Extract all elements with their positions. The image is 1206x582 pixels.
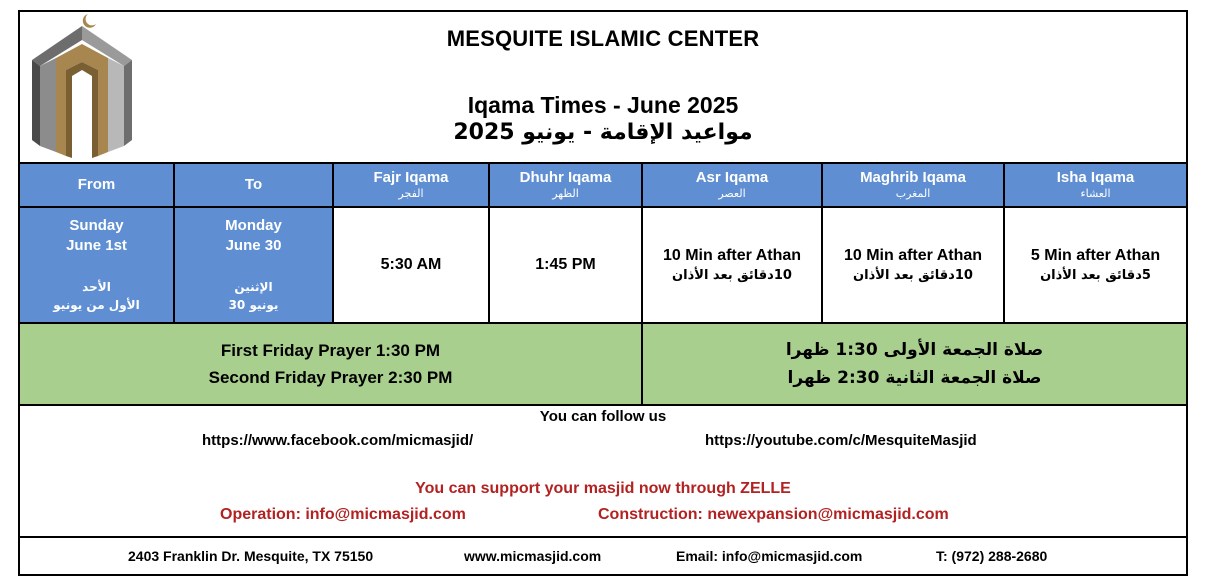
zelle-support-text: You can support your masjid now through ZELLE [415,480,791,497]
fajr-time: 5:30 AM [380,256,442,273]
column-header-dhuhr [490,164,643,206]
footer-email[interactable]: Email: info@micmasjid.com [676,548,863,564]
asr-cell [643,208,823,322]
to-day: Monday [225,217,282,234]
table-header-row [20,164,1186,208]
maghrib-time-arabic: 10دقائق بعد الأذان [853,268,973,283]
friday-prayer-row [20,324,1186,406]
column-header-label: Asr Iqama [695,169,769,186]
fajr-cell [334,208,490,322]
column-header-fajr [334,164,490,206]
column-header-arabic: الفجر [398,187,424,200]
column-header-asr [643,164,823,206]
table-row [20,208,1186,324]
address: 2403 Franklin Dr. Mesquite, TX 75150 [128,548,374,564]
maghrib-cell [823,208,1005,322]
to-day-arabic: الإثنين [234,280,273,294]
column-header-to [175,164,334,206]
to-date-arabic: يونيو 30 [228,298,279,312]
column-header-label: From [77,176,116,193]
second-friday-prayer-arabic: صلاة الجمعة الثانية 2:30 ظهرا [787,368,1042,388]
friday-prayer-english [20,324,643,404]
from-day: Sunday [69,217,124,234]
column-header-arabic: العشاء [1080,187,1111,200]
column-header-arabic: العصر [718,187,746,200]
first-friday-prayer-arabic: صلاة الجمعة الأولى 1:30 ظهرا [785,340,1044,360]
column-header-arabic: المغرب [895,187,931,200]
construction-email[interactable]: Construction: newexpansion@micmasjid.com [598,506,949,523]
column-header-isha [1005,164,1186,206]
to-date: June 30 [225,237,282,254]
column-header-label: Isha Iqama [1056,169,1135,186]
header [20,12,1186,164]
operation-email[interactable]: Operation: info@micmasjid.com [220,506,466,523]
column-header-label: Fajr Iqama [373,169,449,186]
maghrib-time: 10 Min after Athan [843,247,983,264]
column-header-maghrib [823,164,1005,206]
follow-title: You can follow us [539,408,667,425]
isha-time: 5 Min after Athan [1030,247,1161,264]
schedule-frame [18,10,1188,576]
from-date-arabic: الأول من يونيو [53,298,140,312]
center-name: MESQUITE ISLAMIC CENTER [446,26,760,51]
page-title-arabic: مواعيد الإقامة - يونيو 2025 [453,120,753,145]
column-header-arabic: الظهر [552,187,579,200]
column-header-label: Maghrib Iqama [860,169,966,186]
second-friday-prayer: Second Friday Prayer 2:30 PM [208,368,453,387]
first-friday-prayer: First Friday Prayer 1:30 PM [220,341,441,360]
from-cell [20,208,175,322]
asr-time: 10 Min after Athan [662,247,802,264]
footer [20,538,1186,574]
page-title: Iqama Times - June 2025 [467,92,739,118]
from-date: June 1st [66,237,127,254]
column-header-label: To [244,176,263,193]
dhuhr-time: 1:45 PM [535,256,596,273]
to-cell [175,208,334,322]
phone-number: T: (972) 288-2680 [936,548,1048,564]
facebook-link[interactable]: https://www.facebook.com/micmasjid/ [202,432,474,449]
from-day-arabic: الأحد [82,280,111,294]
website-link[interactable]: www.micmasjid.com [464,548,602,564]
follow-section [20,406,1186,538]
isha-cell [1005,208,1186,322]
column-header-label: Dhuhr Iqama [519,169,612,186]
friday-prayer-arabic [643,324,1186,404]
asr-time-arabic: 10دقائق بعد الأذان [672,268,792,283]
column-header-from [20,164,175,206]
dhuhr-cell [490,208,643,322]
isha-time-arabic: 5دقائق بعد الأذان [1040,268,1151,283]
youtube-link[interactable]: https://youtube.com/c/MesquiteMasjid [705,432,977,449]
